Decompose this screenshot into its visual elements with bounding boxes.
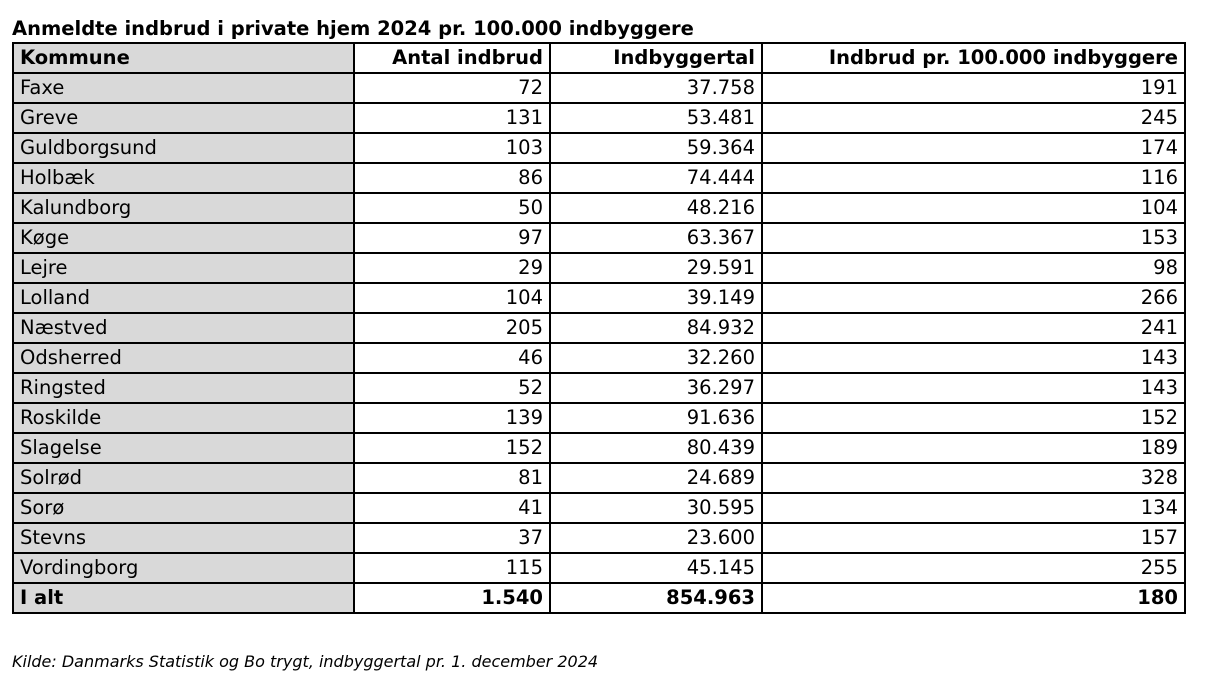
kommune-cell: Roskilde [13,403,354,433]
antal-indbrud-cell: 104 [354,283,550,313]
table-row [13,163,1185,193]
kommune-cell: Greve [13,103,354,133]
kommune-cell: Lolland [13,283,354,313]
indbrud-pr-100000-cell: 266 [762,283,1185,313]
kommune-cell: I alt [13,583,354,613]
antal-indbrud-cell: 115 [354,553,550,583]
kommune-cell: Ringsted [13,373,354,403]
table-body [13,73,1185,613]
table-row [13,373,1185,403]
indbrud-pr-100000-cell: 255 [762,553,1185,583]
kommune-cell: Lejre [13,253,354,283]
indbrud-pr-100000-cell: 143 [762,343,1185,373]
table-row [13,313,1185,343]
table-row [13,73,1185,103]
kommune-cell: Solrød [13,463,354,493]
kommune-cell: Stevns [13,523,354,553]
table-row [13,463,1185,493]
kommune-cell: Slagelse [13,433,354,463]
table-row [13,403,1185,433]
kommune-cell: Næstved [13,313,354,343]
indbrud-pr-100000-cell: 189 [762,433,1185,463]
antal-indbrud-cell: 37 [354,523,550,553]
indbyggertal-cell: 80.439 [550,433,762,463]
antal-indbrud-cell: 50 [354,193,550,223]
indbrud-pr-100000-cell: 116 [762,163,1185,193]
antal-indbrud-cell: 52 [354,373,550,403]
indbrud-pr-100000-cell: 174 [762,133,1185,163]
indbyggertal-cell: 30.595 [550,493,762,523]
column-header-antal-indbrud: Antal indbrud [354,43,550,73]
antal-indbrud-cell: 97 [354,223,550,253]
table-row [13,553,1185,583]
indbyggertal-cell: 84.932 [550,313,762,343]
table-row [13,223,1185,253]
source-note: Kilde: Danmarks Statistik og Bo trygt, indbyggertal pr. 1. december 2024 [12,652,599,671]
indbyggertal-cell: 24.689 [550,463,762,493]
antal-indbrud-cell: 131 [354,103,550,133]
indbyggertal-cell: 29.591 [550,253,762,283]
antal-indbrud-cell: 205 [354,313,550,343]
kommune-cell: Odsherred [13,343,354,373]
column-header-indbrud-pr-100000: Indbrud pr. 100.000 indbyggere [762,43,1185,73]
indbrud-pr-100000-cell: 134 [762,493,1185,523]
indbrud-pr-100000-cell: 245 [762,103,1185,133]
antal-indbrud-cell: 152 [354,433,550,463]
indbyggertal-cell: 32.260 [550,343,762,373]
column-header-indbyggertal: Indbyggertal [550,43,762,73]
indbyggertal-cell: 36.297 [550,373,762,403]
table-row [13,253,1185,283]
indbrud-pr-100000-cell: 191 [762,73,1185,103]
table-row [13,493,1185,523]
burglary-table [12,42,1186,614]
indbrud-pr-100000-cell: 241 [762,313,1185,343]
kommune-cell: Holbæk [13,163,354,193]
antal-indbrud-cell: 1.540 [354,583,550,613]
indbyggertal-cell: 91.636 [550,403,762,433]
indbyggertal-cell: 854.963 [550,583,762,613]
antal-indbrud-cell: 81 [354,463,550,493]
kommune-cell: Køge [13,223,354,253]
table-row [13,133,1185,163]
table-title: Anmeldte indbrud i private hjem 2024 pr. 100.000 indbyggere [12,17,694,40]
antal-indbrud-cell: 41 [354,493,550,523]
table-row [13,433,1185,463]
indbrud-pr-100000-cell: 152 [762,403,1185,433]
table-row [13,523,1185,553]
antal-indbrud-cell: 103 [354,133,550,163]
indbrud-pr-100000-cell: 104 [762,193,1185,223]
indbrud-pr-100000-cell: 98 [762,253,1185,283]
kommune-cell: Vordingborg [13,553,354,583]
kommune-cell: Sorø [13,493,354,523]
table-row [13,193,1185,223]
indbrud-pr-100000-cell: 153 [762,223,1185,253]
kommune-cell: Faxe [13,73,354,103]
antal-indbrud-cell: 139 [354,403,550,433]
indbrud-pr-100000-cell: 143 [762,373,1185,403]
total-row [13,583,1185,613]
table-row [13,343,1185,373]
indbrud-pr-100000-cell: 157 [762,523,1185,553]
indbyggertal-cell: 37.758 [550,73,762,103]
column-header-kommune: Kommune [13,43,354,73]
antal-indbrud-cell: 29 [354,253,550,283]
antal-indbrud-cell: 72 [354,73,550,103]
indbyggertal-cell: 39.149 [550,283,762,313]
table-row [13,283,1185,313]
indbyggertal-cell: 59.364 [550,133,762,163]
antal-indbrud-cell: 46 [354,343,550,373]
table-row [13,103,1185,133]
header-row [13,43,1185,73]
kommune-cell: Guldborgsund [13,133,354,163]
indbyggertal-cell: 48.216 [550,193,762,223]
indbyggertal-cell: 45.145 [550,553,762,583]
indbyggertal-cell: 53.481 [550,103,762,133]
antal-indbrud-cell: 86 [354,163,550,193]
indbrud-pr-100000-cell: 180 [762,583,1185,613]
indbyggertal-cell: 23.600 [550,523,762,553]
indbyggertal-cell: 74.444 [550,163,762,193]
indbrud-pr-100000-cell: 328 [762,463,1185,493]
indbyggertal-cell: 63.367 [550,223,762,253]
kommune-cell: Kalundborg [13,193,354,223]
